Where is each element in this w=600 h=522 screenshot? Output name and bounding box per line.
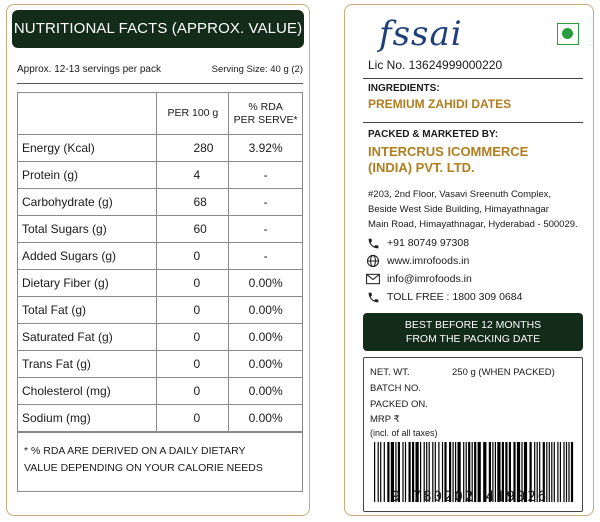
per100-value: 4 — [157, 162, 229, 189]
nutrient-name: Saturated Fat (g) — [18, 324, 157, 351]
veg-symbol-icon — [557, 23, 579, 45]
mrp-note: (incl. of all taxes) — [370, 428, 438, 438]
per100-value: 0 — [157, 243, 229, 270]
tollfree-number[interactable]: TOLL FREE : 1800 309 0684 — [387, 291, 523, 303]
nutrition-row — [18, 297, 303, 324]
contact-website — [365, 253, 469, 269]
contact-phone — [365, 235, 469, 251]
rda-value: - — [229, 189, 303, 216]
company-line1: INTERCRUS ICOMMERCE — [368, 144, 529, 159]
nutrition-row — [18, 324, 303, 351]
header-blank — [18, 93, 157, 135]
nutrition-row — [18, 135, 303, 162]
globe-icon — [365, 253, 381, 269]
nutrient-name: Total Fat (g) — [18, 297, 157, 324]
rda-value: 0.00% — [229, 405, 303, 432]
rda-value: 3.92% — [229, 135, 303, 162]
rda-value: 0.00% — [229, 324, 303, 351]
nutrient-name: Total Sugars (g) — [18, 216, 157, 243]
rda-value: - — [229, 216, 303, 243]
nutrient-name: Carbohydrate (g) — [18, 189, 157, 216]
nutrient-name: Dietary Fiber (g) — [18, 270, 157, 297]
packed-on-label: PACKED ON. — [370, 399, 428, 410]
contact-email — [365, 271, 472, 287]
servings-per-pack: Approx. 12-13 servings per pack — [17, 64, 161, 75]
per100-value: 0 — [157, 378, 229, 405]
nutrient-name: Energy (Kcal) — [18, 135, 157, 162]
serving-info — [17, 56, 303, 84]
label-panel — [344, 4, 594, 516]
per100-value: 0 — [157, 351, 229, 378]
nutrition-row — [18, 405, 303, 432]
ingredients-label: INGREDIENTS: — [368, 83, 440, 94]
nutrient-name: Cholesterol (mg) — [18, 378, 157, 405]
nutrition-row — [18, 351, 303, 378]
best-before-line2: FROM THE PACKING DATE — [405, 333, 541, 345]
mail-icon — [365, 271, 381, 287]
nutrition-row — [18, 243, 303, 270]
batch-no-label: BATCH NO. — [370, 383, 422, 394]
nutrient-name: Added Sugars (g) — [18, 243, 157, 270]
phone-icon — [365, 289, 381, 305]
nutrition-panel — [6, 4, 310, 516]
rda-footnote — [17, 432, 303, 492]
packed-marketed-label: PACKED & MARKETED BY: — [368, 129, 499, 140]
nutrition-table — [17, 92, 303, 432]
company-address — [368, 187, 590, 232]
website-link[interactable]: www.imrofoods.in — [387, 255, 470, 267]
footnote-line1: * % RDA ARE DERIVED ON A DAILY DIETARY — [24, 445, 246, 457]
header-rda — [229, 93, 303, 135]
serving-size: Serving Size: 40 g (2) — [211, 64, 303, 75]
nutrient-name: Protein (g) — [18, 162, 157, 189]
per100-value: 60 — [157, 216, 229, 243]
per100-value: 0 — [157, 270, 229, 297]
rda-value: 0.00% — [229, 351, 303, 378]
nutrient-name: Trans Fat (g) — [18, 351, 157, 378]
header-rda-line2: PER SERVE* — [233, 113, 298, 126]
phone-number[interactable]: +91 80749 97308 — [387, 237, 470, 249]
per100-value: 0 — [157, 405, 229, 432]
best-before-line1: BEST BEFORE 12 MONTHS — [404, 319, 542, 331]
address-line1: #203, 2nd Floor, Vasavi Sreenuth Complex, — [368, 189, 552, 200]
phone-icon — [365, 235, 381, 251]
license-number: Lic No. 13624999000220 — [368, 58, 503, 72]
nutrition-row — [18, 270, 303, 297]
header-per100: PER 100 g — [157, 93, 229, 135]
ingredients-value: PREMIUM ZAHIDI DATES — [368, 97, 512, 111]
footnote-line2: VALUE DEPENDING ON YOUR CALORIE NEEDS — [24, 462, 263, 474]
per100-value: 68 — [157, 189, 229, 216]
barcode-digits: 9 780202 419026 — [391, 489, 549, 505]
nutrition-row — [18, 216, 303, 243]
address-line2: Beside West Side Building, Himayathnagar — [368, 204, 549, 215]
mrp-label: MRP ₹ — [370, 414, 400, 425]
nutrition-row — [18, 162, 303, 189]
net-wt-value: 250 g (WHEN PACKED) — [452, 367, 555, 378]
nutrient-name: Sodium (mg) — [18, 405, 157, 432]
nutrition-table-header — [18, 93, 303, 135]
email-link[interactable]: info@imrofoods.in — [387, 273, 472, 285]
nutrition-row — [18, 378, 303, 405]
address-line3: Main Road, Himayathnagar, Hyderabad - 500029. — [368, 219, 578, 230]
per100-value: 0 — [157, 297, 229, 324]
best-before-banner — [363, 313, 583, 351]
divider — [363, 78, 583, 79]
company-line2: (INDIA) PVT. LTD. — [368, 160, 475, 175]
divider — [363, 122, 583, 123]
rda-value: 0.00% — [229, 297, 303, 324]
per100-value: 0 — [157, 324, 229, 351]
rda-value: - — [229, 162, 303, 189]
per100-value: 280 — [157, 135, 229, 162]
net-wt-label: NET. WT. — [370, 367, 410, 378]
header-rda-line1: % RDA — [248, 100, 283, 113]
rda-value: 0.00% — [229, 270, 303, 297]
fssai-logo: fssai — [379, 14, 463, 54]
nutrition-row — [18, 189, 303, 216]
nutrition-title: NUTRITIONAL FACTS (APPROX. VALUE) — [12, 10, 304, 48]
rda-value: - — [229, 243, 303, 270]
rda-value: 0.00% — [229, 378, 303, 405]
company-name — [368, 144, 528, 176]
contact-tollfree — [365, 289, 522, 305]
